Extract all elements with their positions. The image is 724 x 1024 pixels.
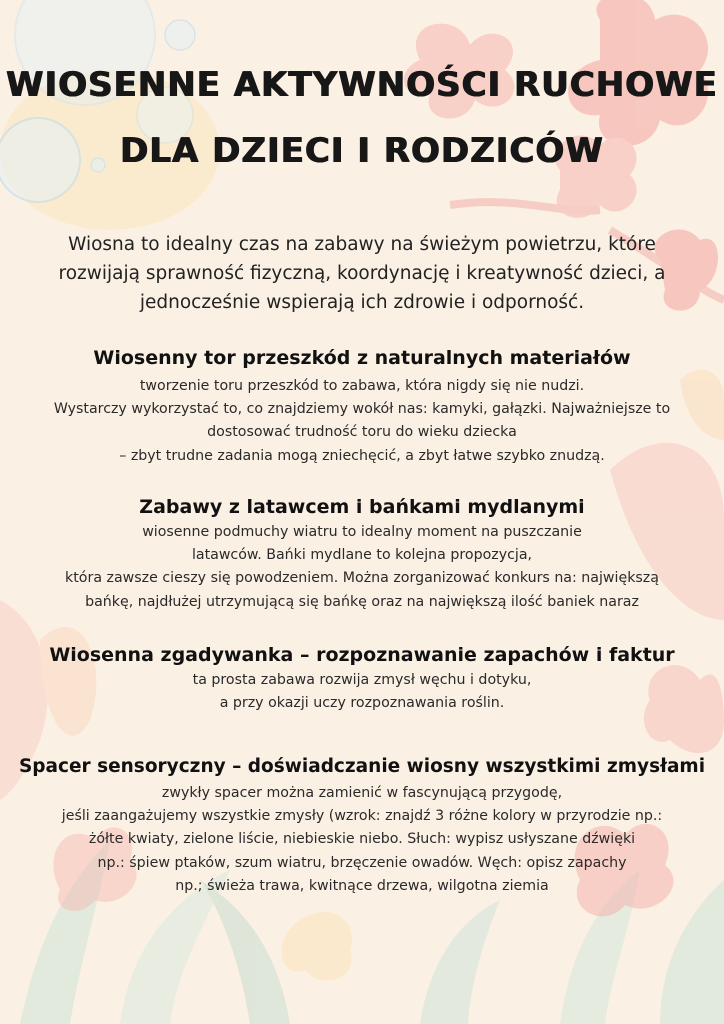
body-line: Wystarczy wykorzystać to, co znajdziemy wokół nas: kamyki, gałązki. Najważniejsze to	[53, 401, 671, 418]
page-title: WIOSENNE AKTYWNOŚCI RUCHOWE	[6, 65, 718, 105]
intro-line: Wiosna to idealny czas na zabawy na świeżym powietrzu, które	[68, 234, 656, 255]
body-line: która zawsze cieszy się powodzeniem. Można zorganizować konkurs na: największą	[65, 570, 659, 587]
section-body-guessing-game	[14, 669, 710, 715]
intro-line: rozwijają sprawność fizyczną, koordynację i kreatywność dzieci, a	[58, 263, 666, 284]
section-body-obstacle-course	[14, 375, 710, 468]
body-line: – zbyt trudne zadania mogą zniechęcić, a zbyt łatwe szybko znudzą.	[119, 447, 605, 464]
intro-paragraph	[30, 230, 694, 317]
body-line: ta prosta zabawa rozwija zmysł węchu i dotyku,	[192, 672, 532, 688]
body-line: wiosenne podmuchy wiatru to idealny moment na puszczanie	[142, 524, 582, 540]
body-line: dostosować trudność toru do wieku dziecka	[207, 424, 517, 441]
body-line: żółte kwiaty, zielone liście, niebieskie niebo. Słuch: wypisz usłyszane dźwięki	[88, 831, 636, 848]
section-heading-sensory-walk: Spacer sensoryczny – doświadczanie wiosny wszystkimi zmysłami	[18, 756, 706, 777]
section-heading-obstacle-course: Wiosenny tor przeszkód z naturalnych materiałów	[93, 347, 631, 369]
body-line: bańkę, najdłużej utrzymującą się bańkę oraz na największą ilość baniek naraz	[85, 593, 639, 610]
page-subtitle: DLA DZIECI I RODZICÓW	[120, 131, 604, 171]
body-line: tworzenie toru przeszkód to zabawa, która nigdy się nie nudzi.	[139, 378, 585, 394]
body-line: jeśli zaangażujemy wszystkie zmysły (wzrok: znajdź 3 różne kolory w przyrodzie np.:	[61, 808, 663, 825]
body-line: a przy okazji uczy rozpoznawania roślin.	[219, 695, 505, 712]
body-line: zwykły spacer można zamienić w fascynującą przygodę,	[161, 785, 563, 801]
body-line: np.: śpiew ptaków, szum wiatru, brzęczenie owadów. Węch: opisz zapachy	[97, 854, 627, 871]
section-body-sensory-walk	[14, 782, 710, 898]
section-heading-guessing-game: Wiosenna zgadywanka – rozpoznawanie zapachów i faktur	[49, 644, 675, 666]
intro-line: jednocześnie wspierają ich zdrowie i odporność.	[139, 292, 585, 313]
body-line: np.; świeża trawa, kwitnące drzewa, wilgotna ziemia	[175, 877, 549, 894]
section-body-kite-bubbles	[14, 521, 710, 614]
body-line: latawców. Bańki mydlane to kolejna propozycja,	[191, 547, 533, 564]
section-heading-kite-bubbles: Zabawy z latawcem i bańkami mydlanymi	[139, 496, 585, 518]
